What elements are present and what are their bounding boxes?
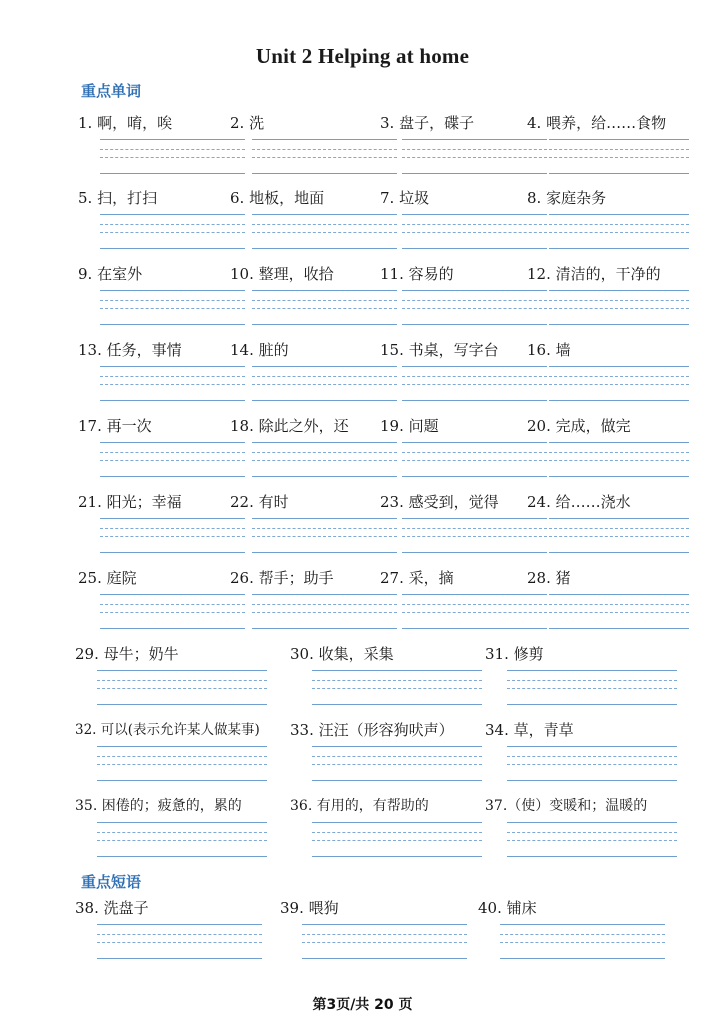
word-item [78,416,152,436]
writing-line-solid [402,518,547,519]
writing-line-dashed [97,756,267,757]
word-item [527,113,666,133]
writing-line-dashed [100,157,245,158]
word-item [75,720,260,740]
writing-line-dashed [507,832,677,833]
writing-line-solid [402,400,547,401]
section-heading-words: 重点单词 [81,82,142,100]
writing-line-solid [402,476,547,477]
writing-line-solid [507,704,677,705]
word-item [380,340,499,360]
writing-line-dashed [507,840,677,841]
item-label: 17. 再一次 [78,417,152,435]
item-label: 2. 洗 [230,114,265,132]
writing-line-solid [100,139,245,140]
word-item [527,188,606,208]
word-item [75,644,179,664]
writing-line-dashed [97,832,267,833]
item-label: 4. 喂养，给……食物 [527,114,667,132]
word-item [485,796,647,816]
writing-line-solid [302,958,467,959]
item-label: 24. 给……浇水 [527,493,631,511]
writing-line-solid [549,290,689,291]
writing-line-dashed [100,376,245,377]
writing-line-solid [312,746,482,747]
writing-line-solid [402,442,547,443]
writing-line-solid [549,139,689,140]
writing-line-dashed [252,376,397,377]
writing-line-dashed [549,149,689,150]
writing-line-solid [507,746,677,747]
writing-line-solid [100,366,245,367]
item-label: 13. 任务，事情 [78,341,182,359]
item-label: 20. 完成，做完 [527,417,631,435]
item-label: 8. 家庭杂务 [527,189,607,207]
word-item [380,113,474,133]
writing-line-solid [549,173,689,174]
writing-line-dashed [500,942,665,943]
writing-line-dashed [549,300,689,301]
writing-line-dashed [97,764,267,765]
writing-line-dashed [100,612,245,613]
item-label: 28. 猪 [527,569,571,587]
word-item [380,416,439,436]
item-label: 5. 扫，打扫 [78,189,158,207]
writing-line-dashed [252,536,397,537]
writing-line-solid [402,324,547,325]
writing-line-dashed [100,460,245,461]
writing-line-solid [500,958,665,959]
writing-line-solid [100,324,245,325]
writing-line-dashed [302,942,467,943]
writing-line-dashed [402,157,547,158]
writing-line-dashed [549,224,689,225]
writing-line-solid [549,476,689,477]
writing-line-dashed [312,756,482,757]
word-item [230,416,349,436]
writing-line-solid [100,552,245,553]
writing-line-dashed [549,604,689,605]
writing-line-solid [252,290,397,291]
writing-line-solid [402,552,547,553]
writing-line-dashed [402,232,547,233]
writing-line-solid [507,822,677,823]
writing-line-solid [312,704,482,705]
word-item [290,720,454,740]
writing-line-dashed [100,232,245,233]
writing-line-solid [252,628,397,629]
item-label: 21. 阳光；幸福 [78,493,182,511]
writing-line-dashed [252,612,397,613]
writing-line-solid [252,366,397,367]
word-item [75,898,149,918]
writing-line-dashed [402,528,547,529]
item-label: 25. 庭院 [78,569,137,587]
writing-line-dashed [402,612,547,613]
page-title: Unit 2 Helping at home [255,44,470,68]
writing-line-dashed [252,604,397,605]
writing-line-solid [252,442,397,443]
writing-line-dashed [402,384,547,385]
writing-line-solid [100,248,245,249]
writing-line-solid [549,366,689,367]
writing-line-dashed [302,934,467,935]
writing-line-dashed [97,680,267,681]
word-item [280,898,339,918]
word-item [478,898,537,918]
word-item [380,264,454,284]
item-label: 3. 盘子，碟子 [380,114,475,132]
writing-line-solid [302,924,467,925]
writing-line-dashed [312,680,482,681]
word-item [485,644,544,664]
writing-line-dashed [100,528,245,529]
item-label: 27. 采，摘 [380,569,454,587]
writing-line-dashed [97,942,262,943]
writing-line-solid [100,214,245,215]
writing-line-solid [549,442,689,443]
item-label: 23. 感受到，觉得 [380,493,499,511]
word-item [78,113,172,133]
writing-line-dashed [507,680,677,681]
item-label: 35. 困倦的；疲惫的，累的 [75,798,242,814]
writing-line-solid [549,628,689,629]
writing-line-dashed [252,232,397,233]
writing-line-solid [402,366,547,367]
writing-line-dashed [500,934,665,935]
writing-line-dashed [549,376,689,377]
writing-line-dashed [549,612,689,613]
writing-line-dashed [549,157,689,158]
writing-line-solid [100,290,245,291]
word-item [380,492,499,512]
item-label: 37.（使）变暖和；温暖的 [485,798,648,814]
word-item [78,568,137,588]
item-label: 15. 书桌，写字台 [380,341,499,359]
writing-line-solid [549,400,689,401]
writing-line-dashed [100,149,245,150]
writing-line-dashed [549,384,689,385]
writing-line-solid [549,594,689,595]
word-item [75,796,242,816]
writing-line-dashed [549,460,689,461]
writing-line-solid [97,958,262,959]
item-label: 22. 有时 [230,493,289,511]
writing-line-solid [549,324,689,325]
item-label: 6. 地板，地面 [230,189,325,207]
writing-line-solid [97,704,267,705]
writing-line-solid [252,324,397,325]
writing-line-solid [402,173,547,174]
writing-line-dashed [252,149,397,150]
writing-line-dashed [549,232,689,233]
writing-line-solid [252,214,397,215]
word-item [527,416,631,436]
writing-line-dashed [402,224,547,225]
writing-line-dashed [507,688,677,689]
writing-line-solid [97,746,267,747]
writing-line-solid [549,248,689,249]
writing-line-solid [312,670,482,671]
writing-line-dashed [97,934,262,935]
writing-line-solid [100,518,245,519]
writing-line-dashed [97,840,267,841]
item-label: 34. 草，青草 [485,721,574,739]
item-label: 29. 母牛；奶牛 [75,645,179,663]
item-label: 36. 有用的，有帮助的 [290,798,429,814]
writing-line-solid [252,400,397,401]
writing-line-dashed [312,832,482,833]
writing-line-dashed [549,308,689,309]
writing-line-solid [97,670,267,671]
word-item [230,340,289,360]
item-label: 16. 墙 [527,341,571,359]
writing-line-solid [252,248,397,249]
item-label: 40. 铺床 [478,899,537,917]
writing-line-dashed [549,528,689,529]
writing-line-solid [402,139,547,140]
writing-line-solid [252,139,397,140]
item-label: 11. 容易的 [380,265,454,283]
item-label: 19. 问题 [380,417,439,435]
item-label: 7. 垃圾 [380,189,430,207]
item-label: 1. 啊，唷，唉 [78,114,173,132]
writing-line-solid [549,518,689,519]
writing-line-solid [402,248,547,249]
writing-line-dashed [252,384,397,385]
writing-line-solid [97,924,262,925]
writing-line-solid [402,594,547,595]
writing-line-solid [100,173,245,174]
writing-line-dashed [402,308,547,309]
item-label: 26. 帮手；助手 [230,569,334,587]
writing-line-dashed [507,764,677,765]
word-item [230,188,324,208]
writing-line-solid [507,856,677,857]
writing-line-dashed [312,688,482,689]
word-item [78,188,157,208]
writing-line-dashed [252,157,397,158]
writing-line-dashed [402,536,547,537]
writing-line-solid [100,442,245,443]
writing-line-dashed [252,528,397,529]
writing-line-dashed [402,300,547,301]
writing-line-dashed [100,604,245,605]
word-item [485,720,574,740]
writing-line-dashed [402,604,547,605]
word-item [527,340,571,360]
item-label: 18. 除此之外，还 [230,417,349,435]
word-item [290,644,394,664]
word-item [230,492,289,512]
writing-line-dashed [402,149,547,150]
writing-line-dashed [312,840,482,841]
writing-line-dashed [100,384,245,385]
writing-line-dashed [402,460,547,461]
item-label: 32. 可以(表示允许某人做某事) [75,722,260,738]
page-number: 第3页/共 20 页 [312,997,413,1013]
writing-line-dashed [312,764,482,765]
writing-line-dashed [100,224,245,225]
writing-line-dashed [402,376,547,377]
word-item [380,188,429,208]
writing-line-solid [549,552,689,553]
item-label: 12. 清洁的，干净的 [527,265,661,283]
writing-line-solid [100,628,245,629]
writing-line-dashed [100,308,245,309]
writing-line-solid [97,822,267,823]
writing-line-solid [402,628,547,629]
word-item [527,264,661,284]
item-label: 10. 整理，收拾 [230,265,334,283]
writing-line-dashed [402,452,547,453]
writing-line-solid [252,173,397,174]
item-label: 39. 喂狗 [280,899,339,917]
word-item [230,113,264,133]
word-item [527,568,571,588]
word-item [380,568,454,588]
writing-line-solid [312,856,482,857]
item-label: 38. 洗盘子 [75,899,149,917]
writing-line-dashed [100,536,245,537]
writing-line-dashed [252,300,397,301]
writing-line-dashed [549,452,689,453]
writing-line-dashed [252,308,397,309]
item-label: 9. 在室外 [78,265,143,283]
writing-line-solid [97,856,267,857]
writing-line-dashed [252,452,397,453]
writing-line-solid [100,400,245,401]
section-heading-phrases: 重点短语 [81,873,142,891]
writing-line-solid [507,780,677,781]
writing-line-dashed [100,300,245,301]
writing-line-solid [402,214,547,215]
writing-line-solid [100,594,245,595]
writing-line-solid [252,594,397,595]
writing-line-solid [549,214,689,215]
writing-line-dashed [252,460,397,461]
writing-line-solid [500,924,665,925]
item-label: 31. 修剪 [485,645,544,663]
writing-line-solid [312,780,482,781]
writing-line-solid [252,552,397,553]
item-label: 14. 脏的 [230,341,289,359]
word-item [230,264,334,284]
writing-line-dashed [100,452,245,453]
writing-line-solid [252,518,397,519]
writing-line-dashed [549,536,689,537]
writing-line-solid [402,290,547,291]
item-label: 33. 汪汪（形容狗吠声） [290,721,454,739]
writing-line-dashed [507,756,677,757]
word-item [527,492,631,512]
word-item [230,568,334,588]
word-item [78,264,142,284]
writing-line-solid [97,780,267,781]
writing-line-dashed [97,688,267,689]
writing-line-dashed [252,224,397,225]
writing-line-solid [100,476,245,477]
word-item [78,492,182,512]
writing-line-solid [507,670,677,671]
writing-line-solid [252,476,397,477]
word-item [290,796,429,816]
word-item [78,340,182,360]
item-label: 30. 收集，采集 [290,645,394,663]
writing-line-solid [312,822,482,823]
